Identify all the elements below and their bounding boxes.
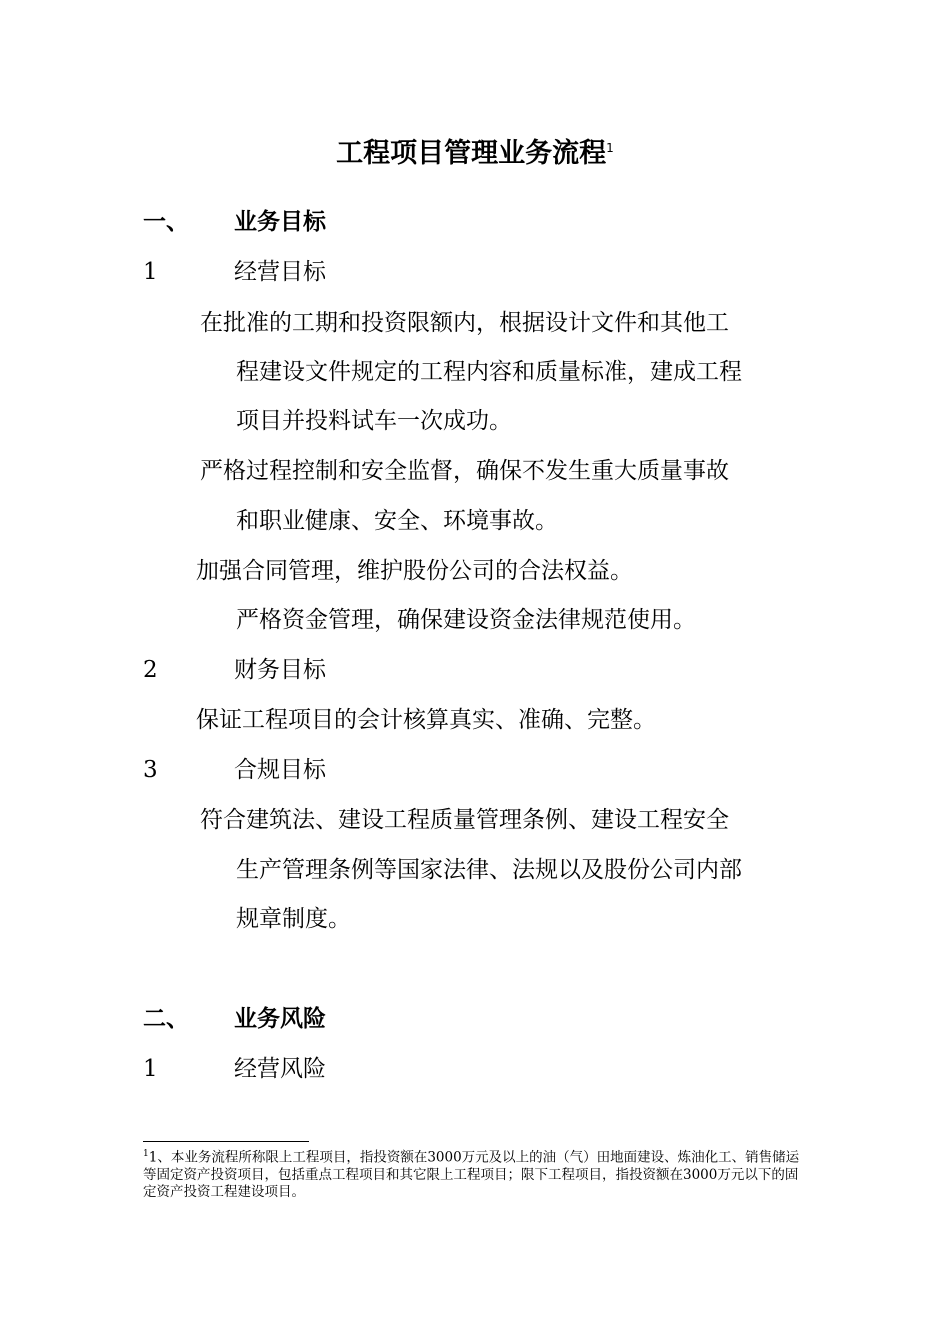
paragraph-line: 严格资金管理，确保建设资金法律规范使用。 [236,607,696,633]
title-text: 工程项目管理业务流程 [336,138,607,169]
s1-item2-heading: 财务目标 [234,657,326,683]
footnote-mark: 1 [143,1149,149,1159]
s1-item2-number: 2 [143,657,158,683]
section1-heading: 业务目标 [234,209,326,235]
paragraph-line: 程建设文件规定的工程内容和质量标准，建成工程 [236,359,742,385]
paragraph-line: 符合建筑法、建设工程质量管理条例、建设工程安全 [200,807,729,833]
footnote-separator [143,1141,309,1142]
paragraph-line: 项目并投料试车一次成功。 [236,408,512,434]
paragraph-line: 严格过程控制和安全监督，确保不发生重大质量事故 [200,458,729,484]
section1-number: 一、 [143,209,189,235]
section2-number: 二、 [143,1006,189,1032]
s2-item1-number: 1 [143,1056,158,1082]
paragraph-line: 加强合同管理，维护股份公司的合法权益。 [196,558,633,584]
paragraph-line: 保证工程项目的会计核算真实、准确、完整。 [196,707,656,733]
title-footnote-mark: 1 [606,141,614,155]
paragraph-line: 在批准的工期和投资限额内，根据设计文件和其他工 [200,310,729,336]
paragraph-line: 和职业健康、安全、环境事故。 [236,508,558,534]
s1-item1-heading: 经营目标 [234,259,326,285]
section2-heading: 业务风险 [234,1006,326,1032]
s1-item3-number: 3 [143,757,158,783]
s1-item1-number: 1 [143,259,158,285]
page-title [0,128,950,174]
s2-item1-heading: 经营风险 [234,1056,326,1082]
footnote [143,1146,803,1201]
paragraph-line: 规章制度。 [236,906,351,932]
s1-item3-heading: 合规目标 [234,757,326,783]
paragraph-line: 生产管理条例等国家法律、法规以及股份公司内部 [236,857,742,883]
footnote-text: 1、本业务流程所称限上工程项目，指投资额在3000万元及以上的油（气）田地面建设、炼油化工、销售储运等固定资产投资项目，包括重点工程项目和其它限上工程项目；限下工程项目，指投资额在3000万元以下的固定资产投资工程建设项目。 [143,1149,800,1200]
